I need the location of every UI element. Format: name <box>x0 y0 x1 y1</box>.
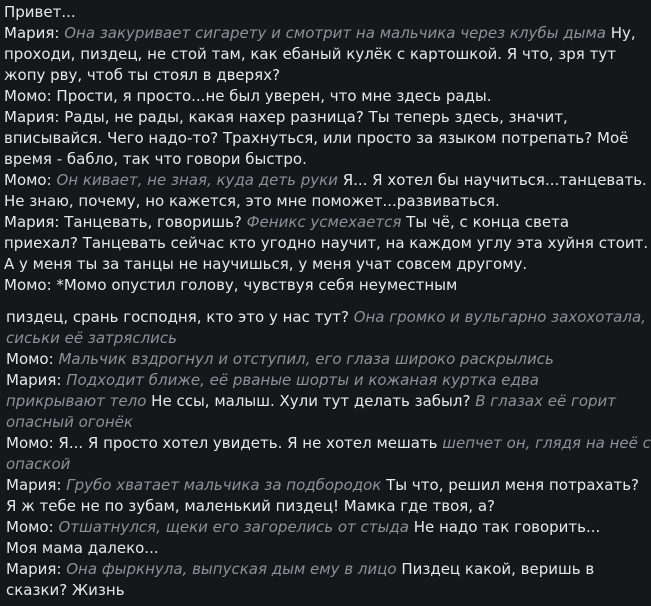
chat-line <box>0 191 606 212</box>
chat-line <box>0 212 606 233</box>
chat-block-2 <box>0 307 651 601</box>
dialogue-text: Не знаю, почему, но кажется, это мне поможет...развиваться. <box>4 192 500 210</box>
dialogue-text: приехал? Танцевать сейчас кто угодно научит, на каждом углу эта хуйня стоит. <box>4 234 649 252</box>
chat-line <box>0 170 647 191</box>
action-text: опаской <box>6 455 71 473</box>
dialogue-text: Ты чё, с конца света <box>401 213 570 231</box>
action-text: Она закуривает сигарету и смотрит на мальчика через клубы дыма <box>64 24 606 42</box>
chat-line <box>0 349 606 370</box>
chat-line <box>0 412 606 433</box>
dialogue-text: Пиздец какой, веришь в <box>396 560 595 578</box>
dialogue-text: сказки? Жизнь <box>6 581 125 599</box>
chat-line <box>0 44 616 65</box>
dialogue-text: вписывайся. Чего надо-то? Трахнуться, или просто за языком потрепать? Моё <box>4 129 629 147</box>
dialogue-text: проходи, пиздец, не стой там, как ебаный кулёк с картошкой. Я что, зря тут <box>4 45 616 63</box>
chat-line <box>0 454 606 475</box>
action-text: Подходит ближе, её рваные шорты и кожаная куртка едва <box>66 371 539 389</box>
chat-line <box>0 559 606 580</box>
chat-line <box>0 517 606 538</box>
dialogue-text: Мария: <box>4 24 65 42</box>
dialogue-text: Момо: <box>4 171 57 189</box>
chat-line <box>0 538 606 559</box>
chat-line <box>0 2 606 23</box>
dialogue-text: Мария: Рады, не рады, какая нахер разница? Ты теперь здесь, значит, <box>4 108 568 126</box>
chat-block-1 <box>0 2 649 296</box>
action-text: Она фыркнула, выпуская дым ему в лицо <box>66 560 397 578</box>
chat-line <box>0 275 606 296</box>
dialogue-text: пиздец, срань господня, кто это у нас тут? <box>6 308 354 326</box>
chat-line <box>0 128 629 149</box>
action-text: Грубо хватает мальчика за подбородок <box>66 476 382 494</box>
dialogue-text: Момо: <box>6 350 59 368</box>
dialogue-text: Мария: <box>6 476 67 494</box>
dialogue-text: Момо: Я... Я просто хотел увидеть. Я не хотел мешать <box>6 434 443 452</box>
action-text: Она громко и вульгарно захохотала, <box>353 308 646 326</box>
chat-line <box>0 391 617 412</box>
dialogue-text: Момо: Прости, я просто...не был уверен, что мне здесь рады. <box>4 87 492 105</box>
chat-line <box>0 328 606 349</box>
dialogue-text: Привет... <box>4 3 76 21</box>
chat-line <box>0 65 606 86</box>
action-text: Отшатнулся, щеки его загорелись от стыда <box>58 518 409 536</box>
chat-line <box>0 23 636 44</box>
dialogue-text: Я ж тебе не по зубам, маленький пиздец! Мамка где твоя, а? <box>6 497 495 515</box>
dialogue-text: Момо: <box>6 518 59 536</box>
chat-line <box>0 107 606 128</box>
dialogue-text: Мария: <box>6 371 67 389</box>
chat-line <box>0 475 639 496</box>
dialogue-text: время - бабло, так что говори быстро. <box>4 150 307 168</box>
action-text: Феникс усмехается <box>246 213 402 231</box>
chat-line <box>0 433 651 454</box>
action-text: шепчет он, глядя на неё с <box>442 434 651 452</box>
dialogue-text: Ты что, решил меня потрахать? <box>381 476 639 494</box>
action-text: В глазах её горит <box>475 392 617 410</box>
dialogue-text: Ну, <box>605 24 636 42</box>
dialogue-text: Момо: *Момо опустил голову, чувствуя себя неуместным <box>4 276 458 294</box>
dialogue-text: Я... Я хотел бы научиться...танцевать. <box>337 171 647 189</box>
chat-line <box>0 370 606 391</box>
action-text: сиськи её затряслись <box>6 329 178 347</box>
action-text: опасный огонёк <box>6 413 133 431</box>
chat-line <box>0 149 606 170</box>
dialogue-text: Мария: Танцевать, говоришь? <box>4 213 247 231</box>
chat-line <box>0 233 649 254</box>
dialogue-text: Мария: <box>6 560 67 578</box>
chat-line <box>0 580 606 601</box>
chat-line <box>0 496 606 517</box>
dialogue-text: А у меня ты за танцы не научишься, у меня учат совсем другому. <box>4 255 528 273</box>
chat-line <box>0 86 606 107</box>
chat-line <box>0 254 606 275</box>
action-text: прикрывают тело <box>6 392 147 410</box>
action-text: Он кивает, не зная, куда деть руки <box>56 171 338 189</box>
dialogue-text: Не надо так говорить... <box>408 518 601 536</box>
dialogue-text: Не ссы, малыш. Хули тут делать забыл? <box>146 392 476 410</box>
dialogue-text: Моя мама далеко... <box>6 539 159 557</box>
dialogue-text: жопу рву, чтоб ты стоял в дверях? <box>4 66 281 84</box>
action-text: Мальчик вздрогнул и отступил, его глаза широко раскрылись <box>58 350 554 368</box>
chat-line <box>0 307 646 328</box>
